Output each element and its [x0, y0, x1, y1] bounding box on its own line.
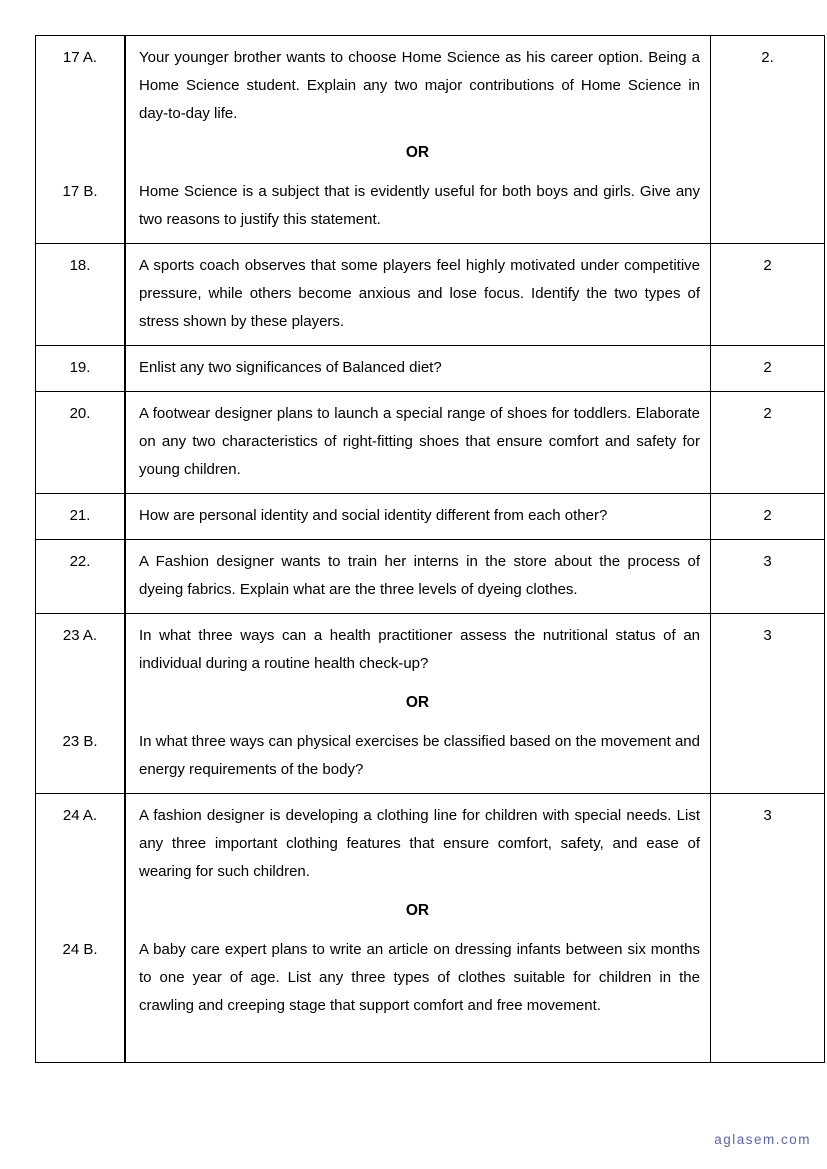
- question-number: 21.: [69, 507, 91, 524]
- row-content: [36, 252, 711, 336]
- marks-value: 2: [763, 507, 772, 524]
- row-content: [36, 622, 711, 784]
- question-text: How are personal identity and social identity different from each other?: [139, 507, 608, 524]
- question-row: [36, 794, 824, 1062]
- question-text: In what three ways can physical exercises be classified based on the movement and energy requirements of the body?: [139, 733, 700, 778]
- question-number: 22.: [69, 553, 91, 570]
- marks-value: 3: [763, 553, 772, 570]
- or-separator: [124, 128, 711, 178]
- question-text: A fashion designer is developing a clothing line for children with special needs. List any three important clothing features that ensure comfort, safety, and ease of wearing for such children.: [139, 807, 700, 880]
- question-row: [36, 36, 824, 244]
- marks-value: 2: [763, 257, 772, 274]
- question-text: Home Science is a subject that is evidently useful for both boys and girls. Give any two reasons to justify this statement.: [139, 183, 700, 228]
- question-part: [36, 252, 711, 336]
- question-text: A sports coach observes that some players feel highly motivated under competitive pressure, while others become anxious and lose focus. Identify the two types of stress shown by these players.: [139, 257, 700, 330]
- row-content: [36, 548, 711, 604]
- question-number: 17 A.: [62, 49, 98, 66]
- question-part: [36, 622, 711, 678]
- question-row: [36, 392, 824, 494]
- row-content: [36, 802, 711, 1020]
- question-text: Enlist any two significances of Balanced diet?: [139, 359, 442, 376]
- question-part: [36, 502, 711, 530]
- question-row: [36, 540, 824, 614]
- question-part: [36, 548, 711, 604]
- question-number: 17 B.: [62, 183, 98, 200]
- question-number: 20.: [69, 405, 91, 422]
- question-part: [36, 728, 711, 784]
- marks-value: 3: [763, 807, 772, 824]
- question-text: In what three ways can a health practitioner assess the nutritional status of an individual during a routine health check-up?: [139, 627, 700, 672]
- or-separator: [124, 678, 711, 728]
- marks-value: 3: [763, 627, 772, 644]
- question-row: [36, 346, 824, 392]
- question-number: 18.: [69, 257, 91, 274]
- question-number: 24 A.: [62, 807, 98, 824]
- question-row: [36, 614, 824, 794]
- marks-value: 2: [763, 359, 772, 376]
- question-row: [36, 244, 824, 346]
- question-part: [36, 400, 711, 484]
- question-part: [36, 44, 711, 128]
- question-number: 23 B.: [62, 733, 98, 750]
- question-part: [36, 354, 711, 382]
- question-text: A footwear designer plans to launch a special range of shoes for toddlers. Elaborate on any two characteristics of right-fitting shoes that ensure comfort and safety for young children.: [139, 405, 700, 478]
- watermark: aglasem.com: [714, 1132, 811, 1147]
- question-row: [36, 494, 824, 540]
- row-content: [36, 400, 711, 484]
- or-label: OR: [405, 694, 430, 711]
- question-table: [35, 35, 825, 1063]
- question-text: Your younger brother wants to choose Home Science as his career option. Being a Home Science student. Explain any two major contributions of Home Science in day-to-day life.: [139, 49, 700, 122]
- question-number: 23 A.: [62, 627, 98, 644]
- question-number: 24 B.: [62, 941, 98, 958]
- or-label: OR: [405, 144, 430, 161]
- question-text: A Fashion designer wants to train her interns in the store about the process of dyeing fabrics. Explain what are the three levels of dyeing clothes.: [139, 553, 700, 598]
- row-content: [36, 502, 711, 530]
- question-part: [36, 802, 711, 886]
- row-content: [36, 354, 711, 382]
- or-label: OR: [405, 902, 430, 919]
- marks-value: 2.: [761, 49, 774, 66]
- marks-value: 2: [763, 405, 772, 422]
- question-part: [36, 936, 711, 1020]
- row-content: [36, 44, 711, 234]
- question-text: A baby care expert plans to write an article on dressing infants between six months to one year of age. List any three types of clothes suitable for children in the crawling and creeping stage that support comfort and free movement.: [139, 941, 700, 1014]
- or-separator: [124, 886, 711, 936]
- question-number: 19.: [69, 359, 91, 376]
- question-part: [36, 178, 711, 234]
